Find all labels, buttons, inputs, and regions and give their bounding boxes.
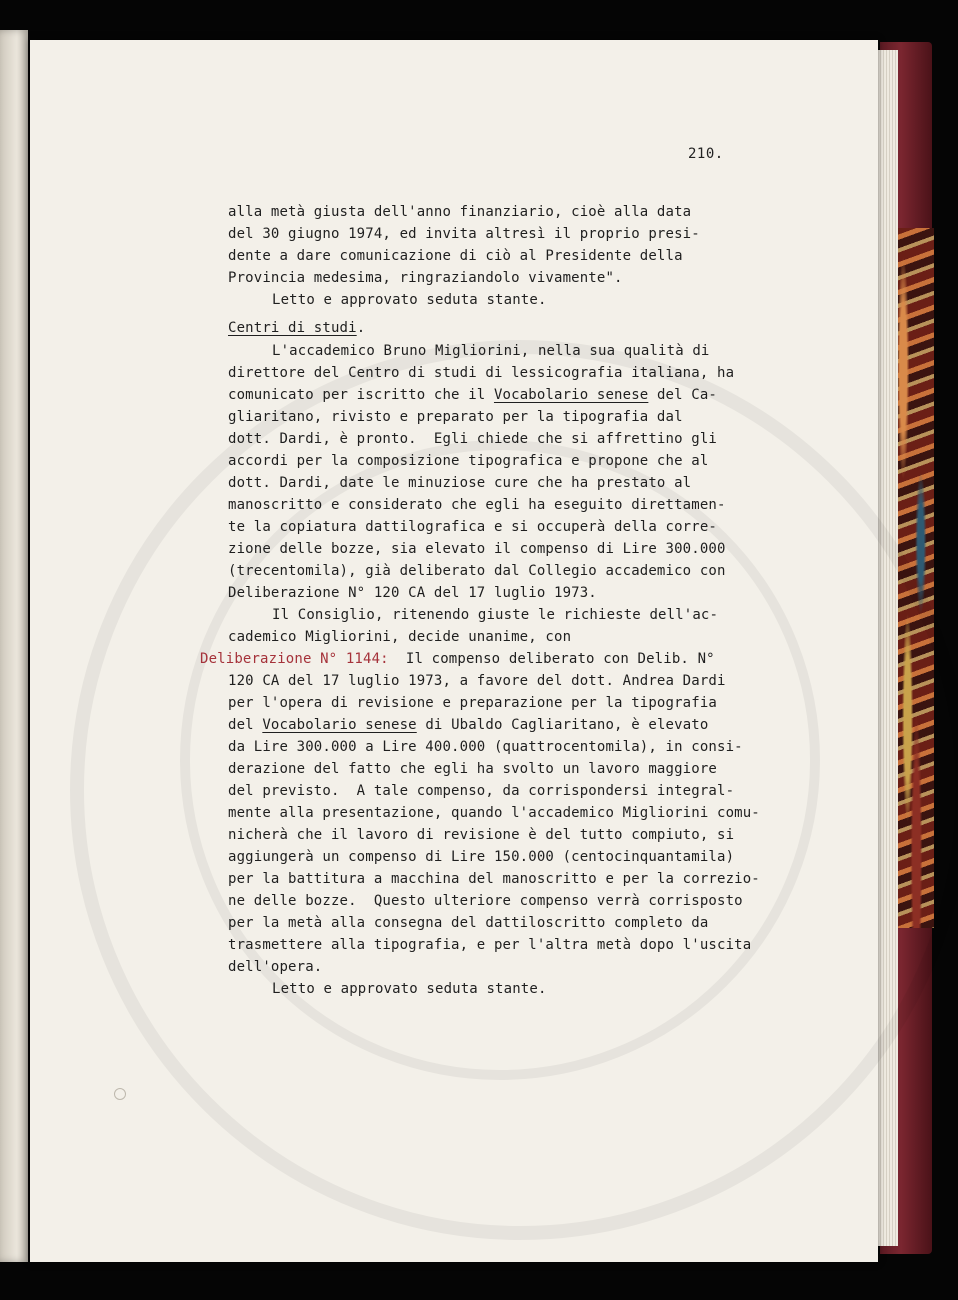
text-line: Letto e approvato seduta stante.	[272, 292, 547, 308]
text-line: Deliberazione N° 120 CA del 17 luglio 1973.	[228, 585, 597, 601]
section-heading	[228, 318, 365, 338]
title-reference: Vocabolario senese	[262, 717, 417, 733]
text-line: trasmettere alla tipografia, e per l'altra metà dopo l'uscita	[228, 937, 752, 953]
text-line: Provincia medesima, ringraziandolo vivamente".	[228, 270, 623, 286]
text-line: zione delle bozze, sia elevato il compenso di Lire 300.000	[228, 541, 726, 557]
text-line: L'accademico Bruno Migliorini, nella sua qualità di	[272, 343, 710, 359]
punch-hole	[114, 1088, 126, 1100]
text-line: te la copiatura dattilografica e si occuperà della corre-	[228, 519, 717, 535]
page-number: 210.	[688, 146, 724, 162]
text-line: aggiungerà un compenso di Lire 150.000 (centocinquantamila)	[228, 849, 735, 865]
text-line: per l'opera di revisione e preparazione per la tipografia	[228, 695, 717, 711]
text-line: manoscritto e considerato che egli ha eseguito direttamen-	[228, 497, 726, 513]
text-line: per la battitura a macchina del manoscritto e per la correzio-	[228, 871, 760, 887]
text-line: dott. Dardi, è pronto. Egli chiede che si affrettino gli	[228, 431, 717, 447]
text-line: mente alla presentazione, quando l'accademico Migliorini comu-	[228, 805, 760, 821]
text-line: derazione del fatto che egli ha svolto un lavoro maggiore	[228, 761, 717, 777]
text-line: ne delle bozze. Questo ulteriore compenso verrà corrisposto	[228, 893, 743, 909]
text-line: accordi per la composizione tipografica e propone che al	[228, 453, 709, 469]
text-line: Letto e approvato seduta stante.	[272, 981, 547, 997]
deliberation-line	[200, 649, 715, 669]
deliberation-number: Deliberazione N° 1144:	[200, 651, 389, 667]
text-line	[228, 385, 717, 405]
text-segment: del Ca-	[648, 387, 718, 403]
text-segment: comunicato per iscritto che il	[228, 387, 494, 403]
text-line: 120 CA del 17 luglio 1973, a favore del dott. Andrea Dardi	[228, 673, 726, 689]
text-line: dell'opera.	[228, 959, 323, 975]
text-line: alla metà giusta dell'anno finanziario, cioè alla data	[228, 204, 692, 220]
section-heading-text: Centri di studi	[228, 320, 357, 336]
text-line: Il Consiglio, ritenendo giuste le richieste dell'ac-	[272, 607, 719, 623]
text-line: del 30 giugno 1974, ed invita altresì il proprio presi-	[228, 226, 700, 242]
title-reference: Vocabolario senese	[493, 387, 649, 403]
text-line: per la metà alla consegna del dattiloscritto completo da	[228, 915, 709, 931]
text-line: del previsto. A tale compenso, da corrispondersi integral-	[228, 783, 735, 799]
text-line: nicherà che il lavoro di revisione è del tutto compiuto, si	[228, 827, 735, 843]
text-line: gliaritano, rivisto e preparato per la tipografia dal	[228, 409, 683, 425]
section-heading-period: .	[356, 320, 366, 336]
text-segment: di Ubaldo Cagliaritano, è elevato	[416, 717, 709, 733]
text-line: dott. Dardi, date le minuziose cure che ha prestato al	[228, 475, 692, 491]
text-segment: del	[228, 717, 263, 733]
text-line: direttore del Centro di studi di lessicografia italiana, ha	[228, 365, 735, 381]
facing-page-edge	[0, 30, 28, 1262]
text-line: cademico Migliorini, decide unanime, con	[228, 629, 572, 645]
text-line: da Lire 300.000 a Lire 400.000 (quattrocentomila), in consi-	[228, 739, 743, 755]
text-line: (trecentomila), già deliberato dal Collegio accademico con	[228, 563, 726, 579]
text-segment: Il compenso deliberato con Delib. N°	[388, 651, 715, 667]
text-line: dente a dare comunicazione di ciò al Presidente della	[228, 248, 683, 264]
text-line	[228, 715, 708, 735]
